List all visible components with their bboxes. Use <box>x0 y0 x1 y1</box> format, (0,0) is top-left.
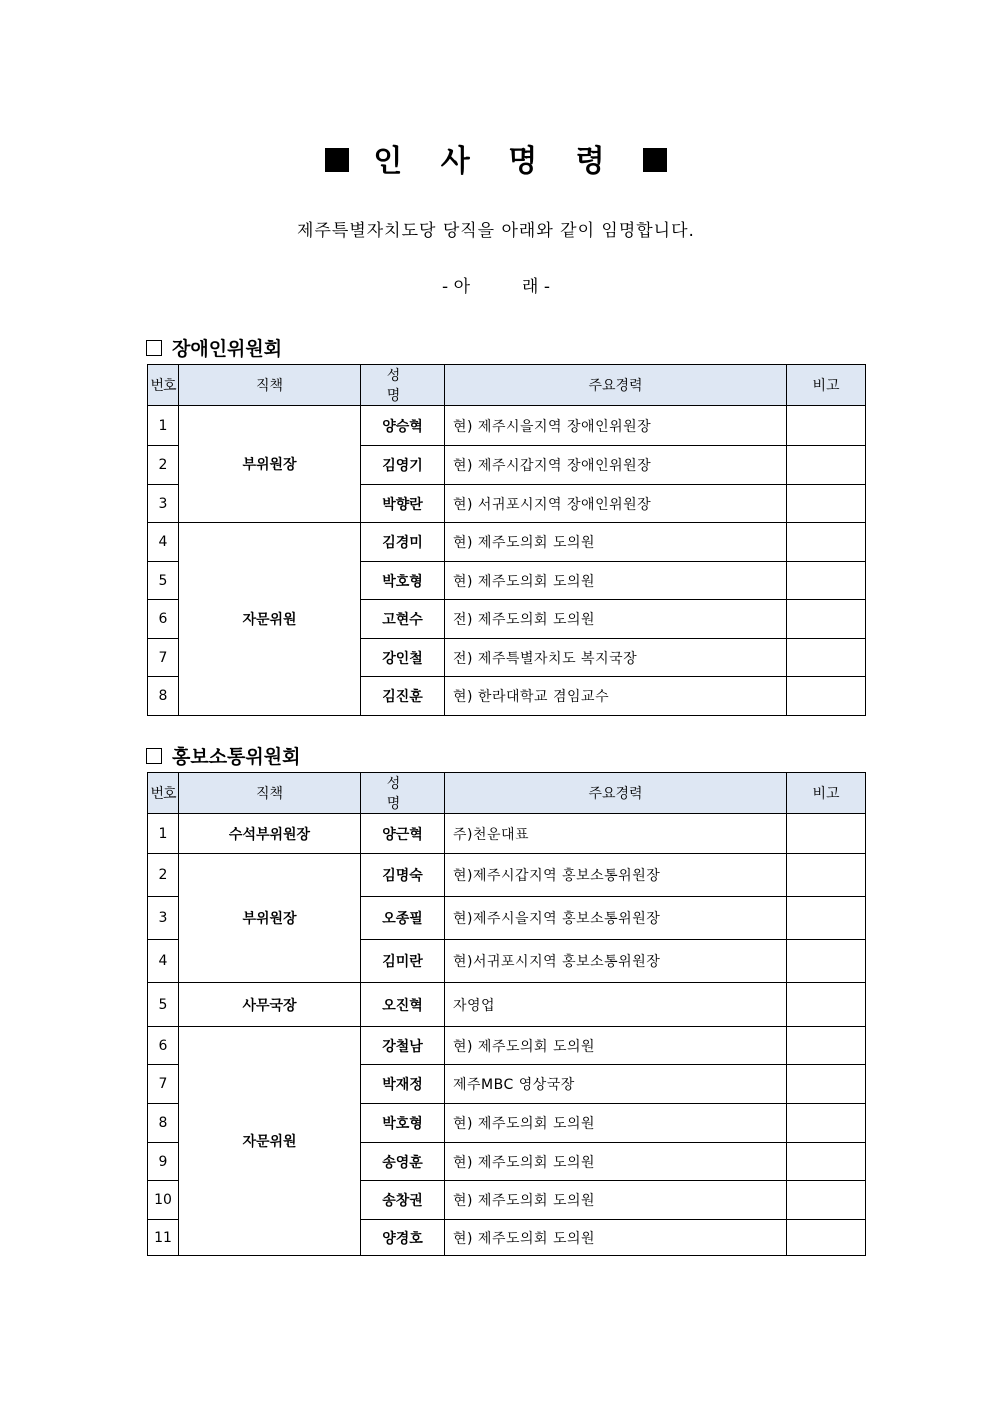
row-no: 5 <box>148 983 179 1027</box>
row-career: 현)제주시을지역 홍보소통위원장 <box>445 897 787 940</box>
table-row <box>148 406 866 446</box>
row-career: 현)서귀포시지역 홍보소통위원장 <box>445 940 787 983</box>
header-position: 직책 <box>179 365 361 406</box>
row-note <box>787 446 866 485</box>
table-row <box>148 983 866 1027</box>
section-heading-committee1 <box>146 334 282 361</box>
table-row <box>148 523 866 562</box>
row-no: 3 <box>148 897 179 940</box>
row-note <box>787 1143 866 1181</box>
header-position: 직책 <box>179 773 361 814</box>
row-no: 2 <box>148 854 179 897</box>
row-no: 11 <box>148 1220 179 1256</box>
page-title <box>0 136 992 180</box>
row-career: 전) 제주도의회 도의원 <box>445 600 787 639</box>
section-heading-committee2 <box>146 742 300 769</box>
row-note <box>787 814 866 854</box>
title-text: 인 사 명 령 <box>373 144 619 179</box>
header-no: 번호 <box>148 773 179 814</box>
row-no: 2 <box>148 446 179 485</box>
row-note <box>787 677 866 716</box>
row-name: 강인철 <box>361 639 445 677</box>
header-note: 비고 <box>787 773 866 814</box>
position-cell: 사무국장 <box>179 983 361 1027</box>
header-no: 번호 <box>148 365 179 406</box>
row-name: 박호형 <box>361 562 445 600</box>
row-career: 자영업 <box>445 983 787 1027</box>
row-career: 현) 제주시을지역 장애인위원장 <box>445 406 787 446</box>
row-no: 9 <box>148 1143 179 1181</box>
row-name: 송영훈 <box>361 1143 445 1181</box>
position-cell: 수석부위원장 <box>179 814 361 854</box>
row-name: 김영기 <box>361 446 445 485</box>
row-no: 7 <box>148 1065 179 1104</box>
row-career: 현) 제주도의회 도의원 <box>445 1104 787 1143</box>
row-career: 현) 제주도의회 도의원 <box>445 1027 787 1065</box>
row-no: 10 <box>148 1181 179 1220</box>
row-career: 현) 제주도의회 도의원 <box>445 1220 787 1256</box>
row-name: 김경미 <box>361 523 445 562</box>
position-cell: 자문위원 <box>179 1027 361 1256</box>
row-name: 김진훈 <box>361 677 445 716</box>
row-note <box>787 854 866 897</box>
row-name: 박호형 <box>361 1104 445 1143</box>
checkbox-square-icon <box>146 340 162 356</box>
position-cell: 부위원장 <box>179 854 361 983</box>
row-career: 현)제주시갑지역 홍보소통위원장 <box>445 854 787 897</box>
header-note: 비고 <box>787 365 866 406</box>
committee2-name: 홍보소통위원회 <box>172 746 301 768</box>
row-career: 현) 한라대학교 겸임교수 <box>445 677 787 716</box>
row-name: 강철남 <box>361 1027 445 1065</box>
row-no: 1 <box>148 406 179 446</box>
row-no: 3 <box>148 485 179 523</box>
row-note <box>787 639 866 677</box>
row-name: 고현수 <box>361 600 445 639</box>
row-name: 양승혁 <box>361 406 445 446</box>
row-name: 오종필 <box>361 897 445 940</box>
row-note <box>787 1104 866 1143</box>
row-no: 6 <box>148 1027 179 1065</box>
row-note <box>787 600 866 639</box>
row-career: 현) 제주도의회 도의원 <box>445 562 787 600</box>
table-header-row <box>148 773 866 814</box>
row-note <box>787 983 866 1027</box>
header-career: 주요경력 <box>445 365 787 406</box>
header-career: 주요경력 <box>445 773 787 814</box>
table-row <box>148 814 866 854</box>
committee1-name: 장애인위원회 <box>172 338 283 360</box>
row-no: 1 <box>148 814 179 854</box>
position-cell: 부위원장 <box>179 406 361 523</box>
row-name: 송창권 <box>361 1181 445 1220</box>
row-career: 주)천운대표 <box>445 814 787 854</box>
row-note <box>787 562 866 600</box>
row-note <box>787 1065 866 1104</box>
row-note <box>787 1181 866 1220</box>
table-row <box>148 854 866 897</box>
row-no: 4 <box>148 523 179 562</box>
row-name: 박재정 <box>361 1065 445 1104</box>
row-career: 현) 제주도의회 도의원 <box>445 1181 787 1220</box>
row-note <box>787 406 866 446</box>
row-name: 양근혁 <box>361 814 445 854</box>
subtitle: 제주특별자치도당 당직을 아래와 같이 임명합니다. <box>297 221 695 241</box>
header-name: 성 명 <box>361 773 445 814</box>
row-career: 현) 제주도의회 도의원 <box>445 523 787 562</box>
row-career: 현) 제주도의회 도의원 <box>445 1143 787 1181</box>
row-no: 4 <box>148 940 179 983</box>
row-no: 8 <box>148 677 179 716</box>
below-left: - 아 <box>442 277 470 297</box>
row-name: 김명숙 <box>361 854 445 897</box>
row-note <box>787 897 866 940</box>
header-name: 성 명 <box>361 365 445 406</box>
row-no: 8 <box>148 1104 179 1143</box>
row-note <box>787 1027 866 1065</box>
row-career: 전) 제주특별자치도 복지국장 <box>445 639 787 677</box>
row-career: 제주MBC 영상국장 <box>445 1065 787 1104</box>
black-square-icon <box>643 148 667 172</box>
table-row <box>148 1027 866 1065</box>
row-note <box>787 485 866 523</box>
black-square-icon <box>325 148 349 172</box>
position-cell: 자문위원 <box>179 523 361 716</box>
below-marker <box>0 272 992 297</box>
committee2-table <box>147 772 866 1256</box>
row-no: 7 <box>148 639 179 677</box>
row-no: 6 <box>148 600 179 639</box>
checkbox-square-icon <box>146 748 162 764</box>
row-name: 박향란 <box>361 485 445 523</box>
committee1-table <box>147 364 866 716</box>
row-note <box>787 523 866 562</box>
row-note <box>787 940 866 983</box>
row-name: 김미란 <box>361 940 445 983</box>
table-header-row <box>148 365 866 406</box>
below-right: 래 - <box>522 277 550 297</box>
row-no: 5 <box>148 562 179 600</box>
row-name: 오진혁 <box>361 983 445 1027</box>
row-career: 현) 제주시갑지역 장애인위원장 <box>445 446 787 485</box>
row-name: 양경호 <box>361 1220 445 1256</box>
row-career: 현) 서귀포시지역 장애인위원장 <box>445 485 787 523</box>
row-note <box>787 1220 866 1256</box>
